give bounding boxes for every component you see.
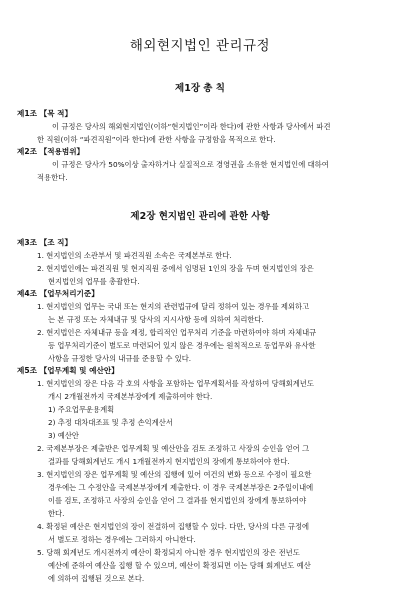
- article-4-item-1-line-1: 1. 현지법인의 업무는 국내 또는 현지의 관련법규에 달리 정하여 있는 경우를 제외하고: [37, 302, 310, 311]
- article-5-item-3-line-3: 이를 검토, 조정하고 사장의 승인을 얻어 그 결과를 현지법인의 장에게 통보하여야: [48, 496, 307, 505]
- article-4-item-2-line-2: 등 업무처리기준이 별도로 마련되어 있지 않은 경우에는 원칙적으로 동업무와 유사한: [48, 341, 316, 350]
- article-2-heading: 제2조 【적용범위】: [17, 147, 85, 156]
- article-4-item-2-line-3: 사항을 규정한 당사의 내규를 준용할 수 있다.: [48, 354, 192, 363]
- article-5-item-5-line-1: 5. 당해 회계년도 개시전까지 예산이 확정되지 아니한 경우 현지법인의 장은 전년도: [37, 548, 300, 557]
- chapter-2-heading: 제2장 현지법인 관리에 관한 사항: [130, 211, 270, 222]
- article-5-item-5-line-3: 에 의하여 집행된 것으로 본다.: [48, 574, 145, 583]
- article-5-heading: 제5조 【업무계획 및 예산안】: [17, 366, 119, 375]
- article-3-item-2-line-2: 현지법인의 업무를 총괄한다.: [48, 277, 140, 286]
- article-3-item-1: 1. 현지법인의 소관부서 및 파견직원 소속은 국제본부로 한다.: [37, 251, 232, 260]
- article-5-item-3-line-2: 경우에는 그 수정안을 국제본부장에게 제출한다. 이 경우 국제본부장은 2주일이내에: [48, 483, 314, 492]
- article-5-item-1-line-2: 개시 2개월전까지 국제본부장에게 제출하여야 한다.: [48, 392, 213, 401]
- article-1-line-1: 이 규정은 당사의 해외현지법인(이하“현지법인”이라 한다)에 관한 사항과 당사에서 파견: [52, 122, 331, 131]
- article-5-item-5-line-2: 예산에 준하여 예산을 집행 할 수 있으며, 예산이 확정되면 이는 당해 회계년도 예산: [48, 561, 311, 570]
- article-3-heading: 제3조 【조 직】: [17, 238, 73, 247]
- article-1-heading: 제1조 【목 적】: [17, 109, 73, 118]
- article-5-item-1-line-1: 1. 현지법인의 장은 다음 각 호의 사항을 포함하는 업무계획서를 작성하여 당해회계년도: [37, 379, 314, 388]
- article-4-item-1-line-2: 는 본 규정 또는 자체내규 및 당사의 지시사항 등에 의하여 처리한다.: [48, 315, 264, 324]
- article-5-item-3-line-4: 한다.: [48, 509, 65, 518]
- article-5-item-4-line-1: 4. 확정된 예산은 현지법인의 장이 전결하여 집행할 수 있다. 다만, 당사의 다른 규정에: [37, 522, 310, 531]
- article-2-line-1: 이 규정은 당사가 50%이상 출자하거나 실질적으로 경영권을 소유한 현지법인에 대하여: [52, 160, 329, 169]
- article-1-line-2: 한 직원(이하 “파견직원”이라 한다)에 관한 사항을 규정함을 목적으로 한다.: [37, 135, 276, 144]
- article-5-item-4-line-2: 서 별도로 정하는 경우에는 그러하지 아니한다.: [48, 535, 196, 544]
- article-5-item-3-line-1: 3. 현지법인의 장은 업무계획 및 예산의 집행에 있어 여건의 변화 등으로 수정이 필요한: [37, 470, 312, 479]
- article-5-item-2-line-1: 2. 국제본부장은 제출받은 업무계획 및 예산안을 검토 조정하고 사장의 승인을 얻어 그: [37, 444, 310, 453]
- article-4-item-2-line-1: 2. 현지법인은 자체내규 등을 제정, 합리적인 업무처리 기준을 마련하여야 하며 자체내규: [37, 328, 317, 337]
- article-5-subitem-2: 2) 추정 대차대조표 및 추정 손익계산서: [48, 418, 173, 427]
- article-3-item-2-line-1: 2. 현지법인에는 파견직원 및 현지직원 중에서 임명된 1인의 장을 두며 현지법인의 장은: [37, 264, 314, 273]
- article-5-subitem-1: 1) 주요업무운용계획: [48, 405, 115, 414]
- document-title: 해외현지법인 관리규정: [129, 38, 271, 54]
- article-2-line-2: 적용한다.: [37, 173, 68, 182]
- chapter-1-heading: 제1장 총 칙: [175, 83, 225, 94]
- article-4-heading: 제4조 【업무처리기준】: [17, 289, 99, 298]
- article-5-item-2-line-2: 결과를 당해회계년도 개시 1개월전까지 현지법인의 장에게 통보하여야 한다.: [48, 457, 290, 466]
- article-5-subitem-3: 3) 예산안: [48, 431, 79, 440]
